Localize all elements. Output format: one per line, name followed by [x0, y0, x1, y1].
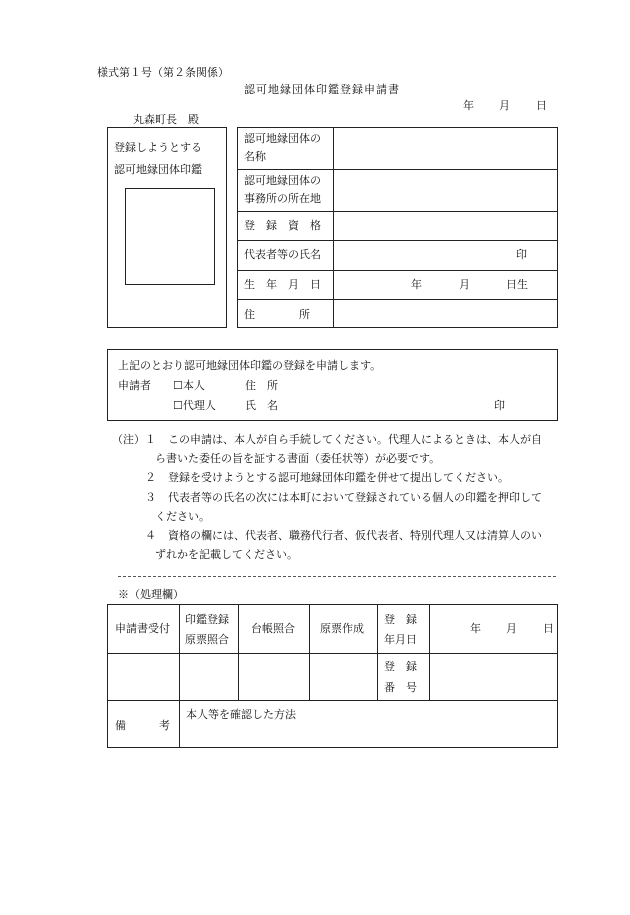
agent-checkbox[interactable]: ☐代理人 [173, 399, 216, 412]
seal-stamp-area[interactable] [125, 188, 215, 285]
col-seal-reg-header-1: 印鑑登録 [185, 613, 229, 626]
remarks-label: 備 考 [115, 719, 170, 732]
applicant-seal-mark: 印 [494, 399, 505, 412]
reg-day-label: 日 [543, 622, 554, 635]
group-name-field[interactable] [334, 128, 557, 169]
notes-prefix: （注） [112, 433, 145, 446]
remarks-cell[interactable] [180, 701, 557, 747]
qualification-field[interactable] [334, 212, 557, 240]
document-title: 認可地縁団体印鑑登録申請書 [244, 83, 400, 96]
note-1-line2: ら書いた委任の旨を証する書面（委任状等）が必要です。 [155, 452, 441, 465]
seal-registration-box [107, 127, 227, 328]
remarks-text: 本人等を確認した方法 [186, 708, 296, 721]
office-label-2: 事務所の所在地 [244, 192, 321, 205]
processing-table [107, 604, 558, 748]
applicant-name-label: 氏 名 [245, 399, 278, 412]
reg-year-label: 年 [470, 622, 481, 635]
col-seal-reg-header-2: 原票照合 [185, 633, 229, 646]
qualification-label: 登 録 資 格 [244, 219, 321, 232]
group-name-label-2: 名称 [244, 150, 266, 163]
application-statement: 上記のとおり認可地縁団体印鑑の登録を申請します。 [118, 359, 382, 372]
form-number: 様式第１号（第２条関係） [97, 66, 229, 79]
original-cell[interactable] [310, 654, 377, 700]
note-3-line2: ください。 [155, 510, 210, 523]
birth-day-label: 日生 [506, 278, 528, 291]
note-3-line1: 代表者等の氏名の次には本町において登録されている個人の印鑑を押印して [168, 491, 542, 504]
note-1-number: １ [145, 433, 156, 446]
date-year-label: 年 [463, 99, 474, 112]
seal-label-line2: 認可地縁団体印鑑 [114, 163, 202, 176]
note-2-line1: 登録を受けようとする認可地縁団体印鑑を併せて提出してください。 [168, 471, 509, 484]
birth-month-label: 月 [459, 278, 470, 291]
date-day-label: 日 [536, 99, 547, 112]
office-address-field[interactable] [334, 170, 557, 211]
receipt-cell[interactable] [108, 654, 179, 700]
birth-date-label: 生 年 月 日 [244, 278, 321, 291]
col-original-header: 原票作成 [320, 622, 364, 635]
col-regno-header-1: 登 録 [384, 660, 417, 673]
group-name-label-1: 認可地縁団体の [244, 132, 321, 145]
address-field[interactable] [334, 300, 557, 327]
note-4-number: ４ [145, 529, 156, 542]
note-2-number: ２ [145, 471, 156, 484]
ledger-cell[interactable] [239, 654, 309, 700]
rep-name-label: 代表者等の氏名 [244, 248, 321, 261]
col-ledger-header: 台帳照合 [251, 622, 295, 635]
date-month-label: 月 [499, 99, 510, 112]
applicant-label: 申請者 [118, 379, 151, 392]
note-4-line1: 資格の欄には、代表者、職務代行者、仮代表者、特別代理人又は清算人のい [168, 529, 542, 542]
processing-heading: ※（処理欄） [118, 588, 184, 601]
office-label-1: 認可地縁団体の [244, 174, 321, 187]
regno-cell[interactable] [430, 654, 557, 700]
note-1-line1: この申請は、本人が自ら手続してください。代理人によるときは、本人が自 [168, 433, 542, 446]
address-label: 住 所 [244, 308, 310, 321]
addressee: 丸森町長 殿 [133, 113, 199, 126]
reg-month-label: 月 [506, 622, 517, 635]
rep-seal-mark: 印 [516, 248, 527, 261]
birth-year-label: 年 [411, 278, 422, 291]
col-receipt-header: 申請書受付 [115, 622, 170, 635]
col-regdate-header-1: 登 録 [384, 613, 417, 626]
application-box [107, 349, 558, 421]
cut-line-divider [118, 576, 556, 577]
col-regno-header-2: 番 号 [384, 681, 417, 694]
note-3-number: ３ [145, 491, 156, 504]
applicant-address-label: 住 所 [245, 379, 278, 392]
seal-reg-cell[interactable] [180, 654, 238, 700]
info-table [237, 127, 558, 328]
self-checkbox[interactable]: ☐本人 [173, 379, 205, 392]
note-4-line2: ずれかを記載してください。 [155, 548, 298, 561]
seal-label-line1: 登録しようとする [114, 141, 202, 154]
col-regdate-header-2: 年月日 [384, 633, 417, 646]
